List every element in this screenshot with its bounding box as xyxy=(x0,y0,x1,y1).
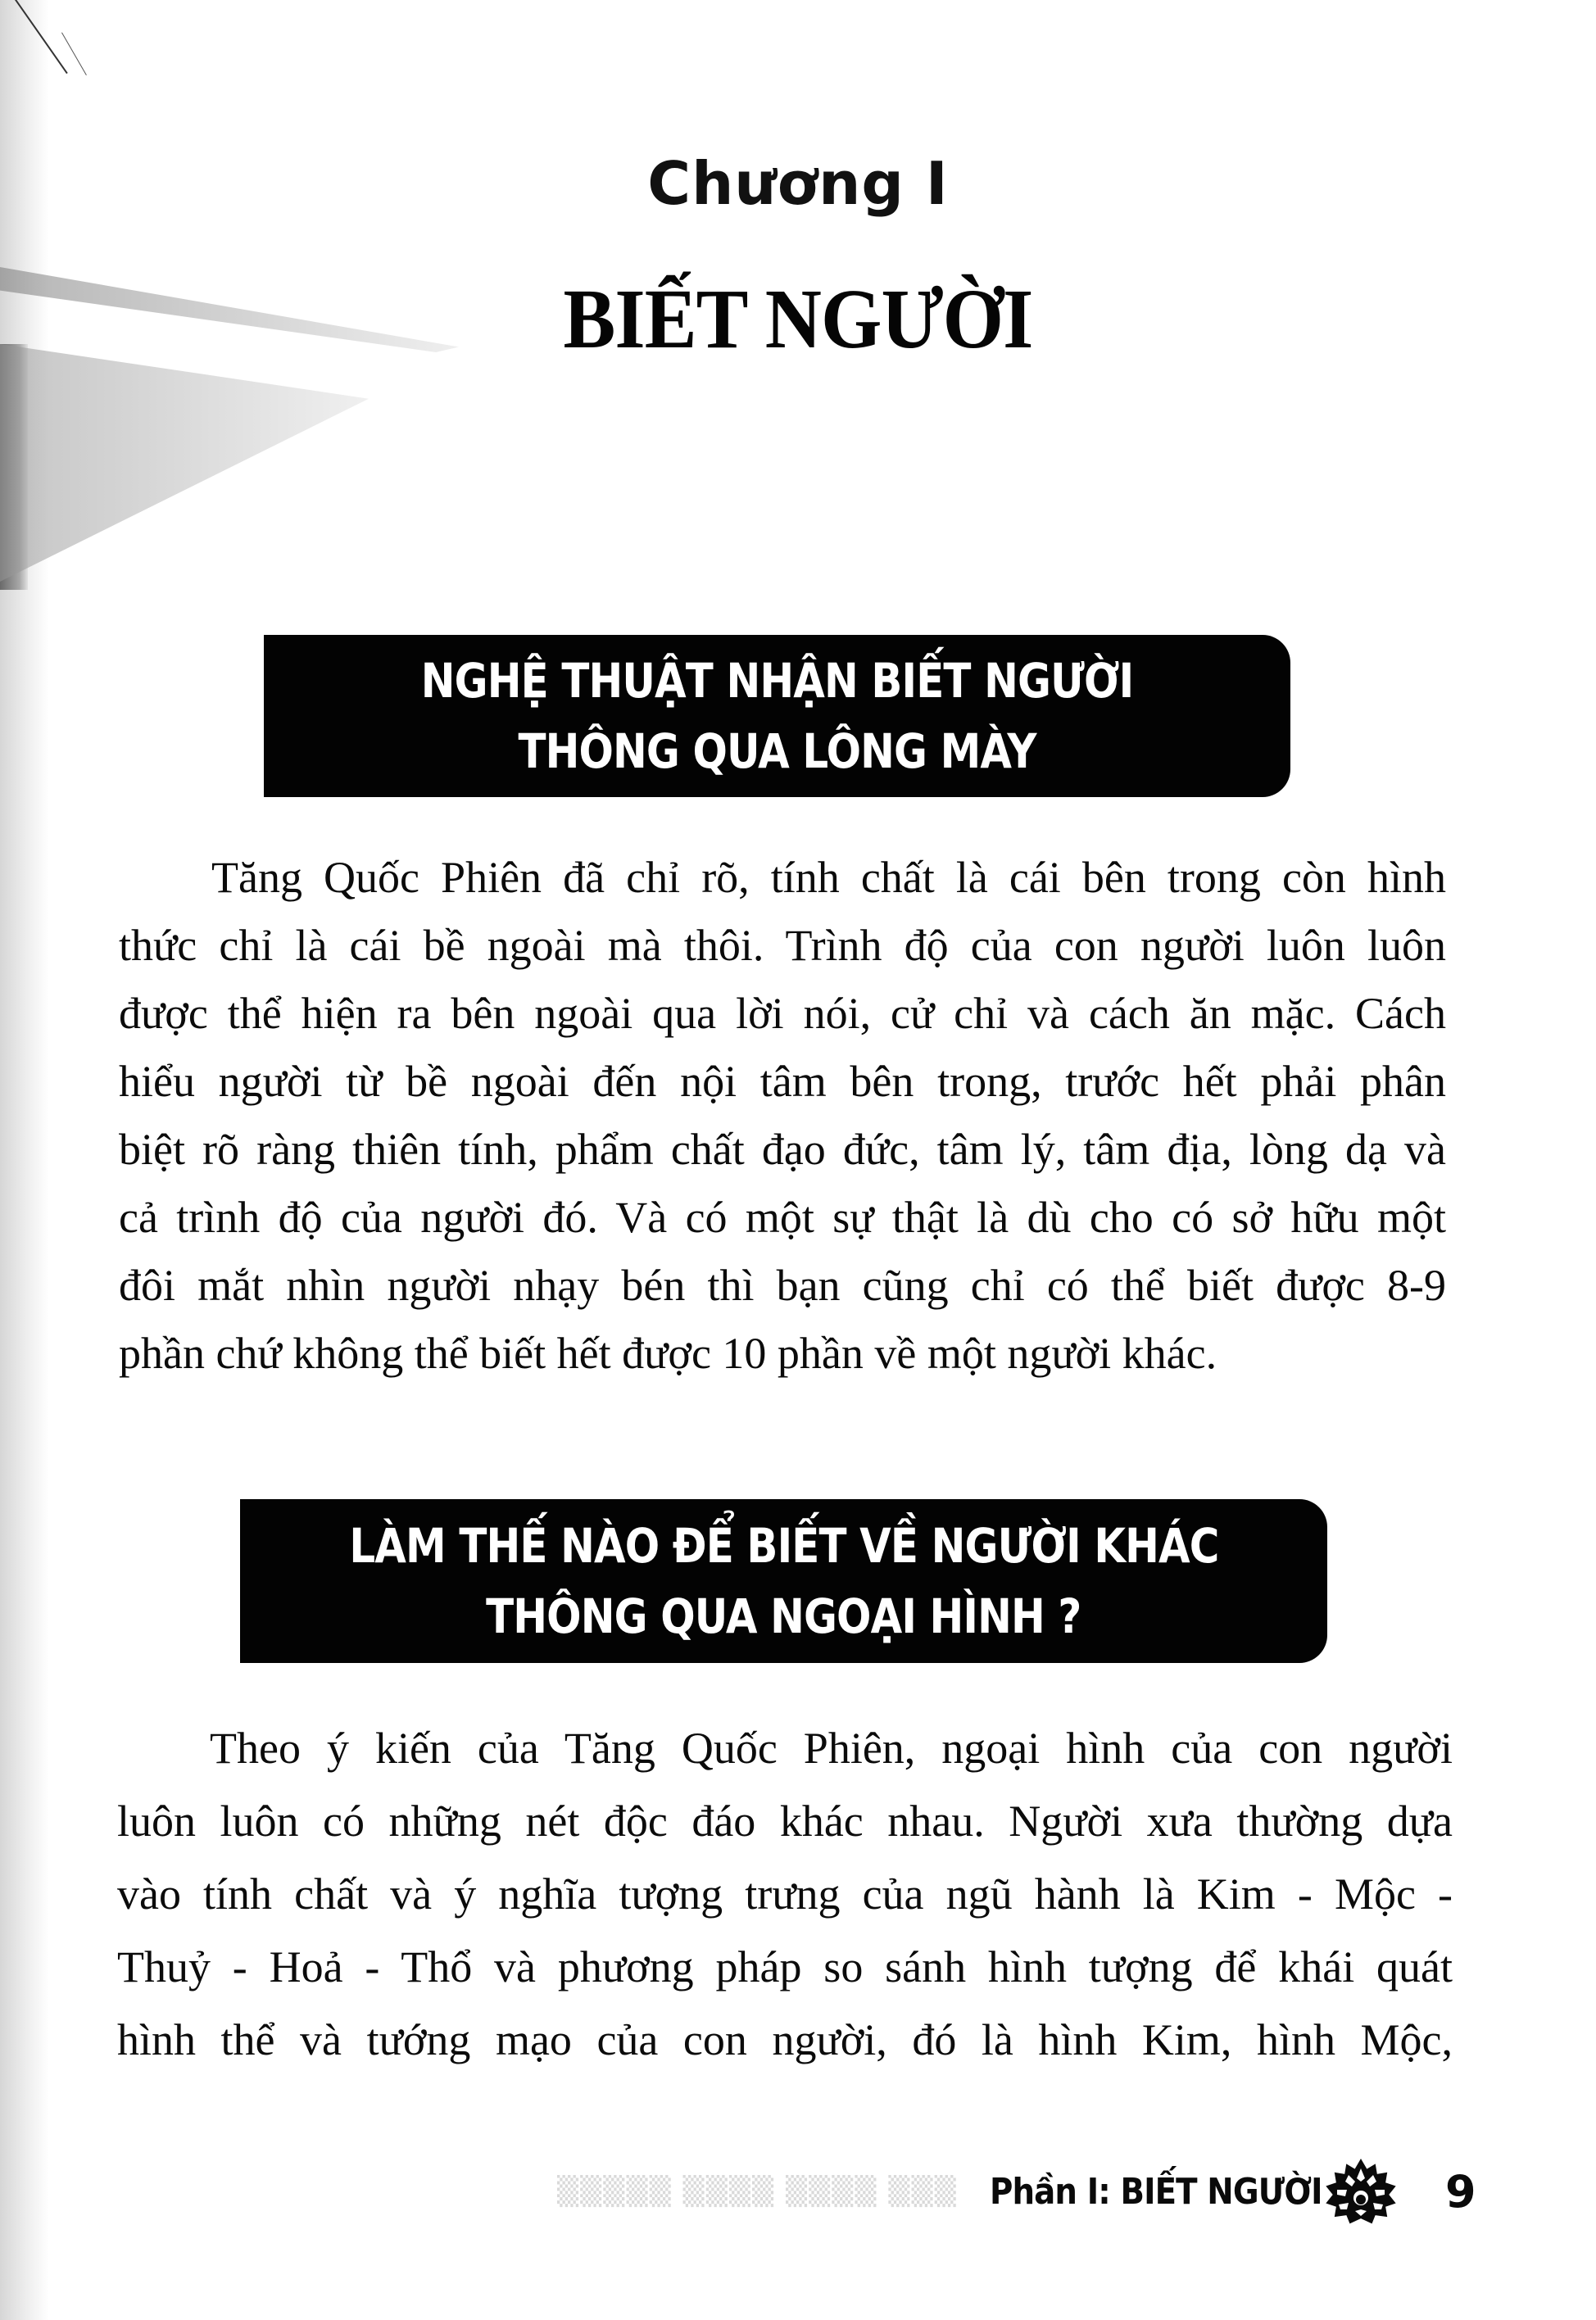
text-line: Tăng Quốc Phiên đã chỉ rõ, tính chất là cái bên trong còn hình xyxy=(211,853,1446,902)
section-heading-line: THÔNG QUA NGOẠI HÌNH ? xyxy=(486,1588,1081,1644)
text-line: thức chỉ là cái bề ngoài mà thôi. Trình độ của con người luôn luôn xyxy=(119,921,1446,970)
section-heading-line: LÀM THẾ NÀO ĐỂ BIẾT VỀ NGƯỜI KHÁC xyxy=(348,1518,1219,1574)
text-line: vào tính chất và ý nghĩa tượng trưng của ngũ hành là Kim - Mộc - xyxy=(117,1869,1453,1919)
bleed-through-text: ▒▒▒▒▒ ▒▒▒▒ ▒▒▒▒ ▒▒▒ xyxy=(557,2175,958,2208)
section-heading-line: NGHỆ THUẬT NHẬN BIẾT NGƯỜI xyxy=(420,653,1134,709)
lotus-icon xyxy=(1324,2157,1398,2226)
text-line: hiểu người từ bề ngoài đến nội tâm bên trong, trước hết phải phân xyxy=(119,1057,1446,1106)
section-heading-banner xyxy=(264,635,1290,797)
body-paragraph xyxy=(119,844,1446,1388)
text-line: cả trình độ của người đó. Và có một sự thật là dù cho có sở hữu một xyxy=(119,1193,1446,1242)
text-line: Thuỷ - Hoả - Thổ và phương pháp so sánh hình tượng để khái quát xyxy=(117,1942,1453,1991)
page-footer xyxy=(990,2163,1476,2220)
running-footer-section: Phần I: BIẾT NGƯỜI xyxy=(990,2170,1322,2213)
text-line: Theo ý kiến của Tăng Quốc Phiên, ngoại hình của con người xyxy=(210,1724,1453,1773)
text-line: hình thể và tướng mạo của con người, đó là hình Kim, hình Mộc, xyxy=(117,2015,1453,2064)
chapter-label: Chương I xyxy=(647,149,949,218)
section-heading-line: THÔNG QUA LÔNG MÀY xyxy=(518,723,1036,779)
text-line: được thể hiện ra bên ngoài qua lời nói, cử chỉ và cách ăn mặc. Cách xyxy=(119,989,1446,1038)
section-heading-banner xyxy=(240,1499,1327,1663)
body-paragraph xyxy=(117,1712,1453,2077)
text-line: phần chứ không thể biết hết được 10 phần về một người khác. xyxy=(119,1329,1217,1378)
bleed-through-triangle xyxy=(0,344,369,582)
chapter-title: BIẾT NGƯỜI xyxy=(563,272,1033,366)
text-line: biệt rõ ràng thiên tính, phẩm chất đạo đức, tâm lý, tâm địa, lòng dạ và xyxy=(119,1125,1446,1174)
text-line: luôn luôn có những nét độc đáo khác nhau. Người xưa thường dựa xyxy=(117,1797,1453,1846)
page-number: 9 xyxy=(1445,2165,1476,2218)
text-line: đôi mắt nhìn người nhạy bén thì bạn cũng chỉ có thể biết được 8-9 xyxy=(119,1261,1446,1310)
